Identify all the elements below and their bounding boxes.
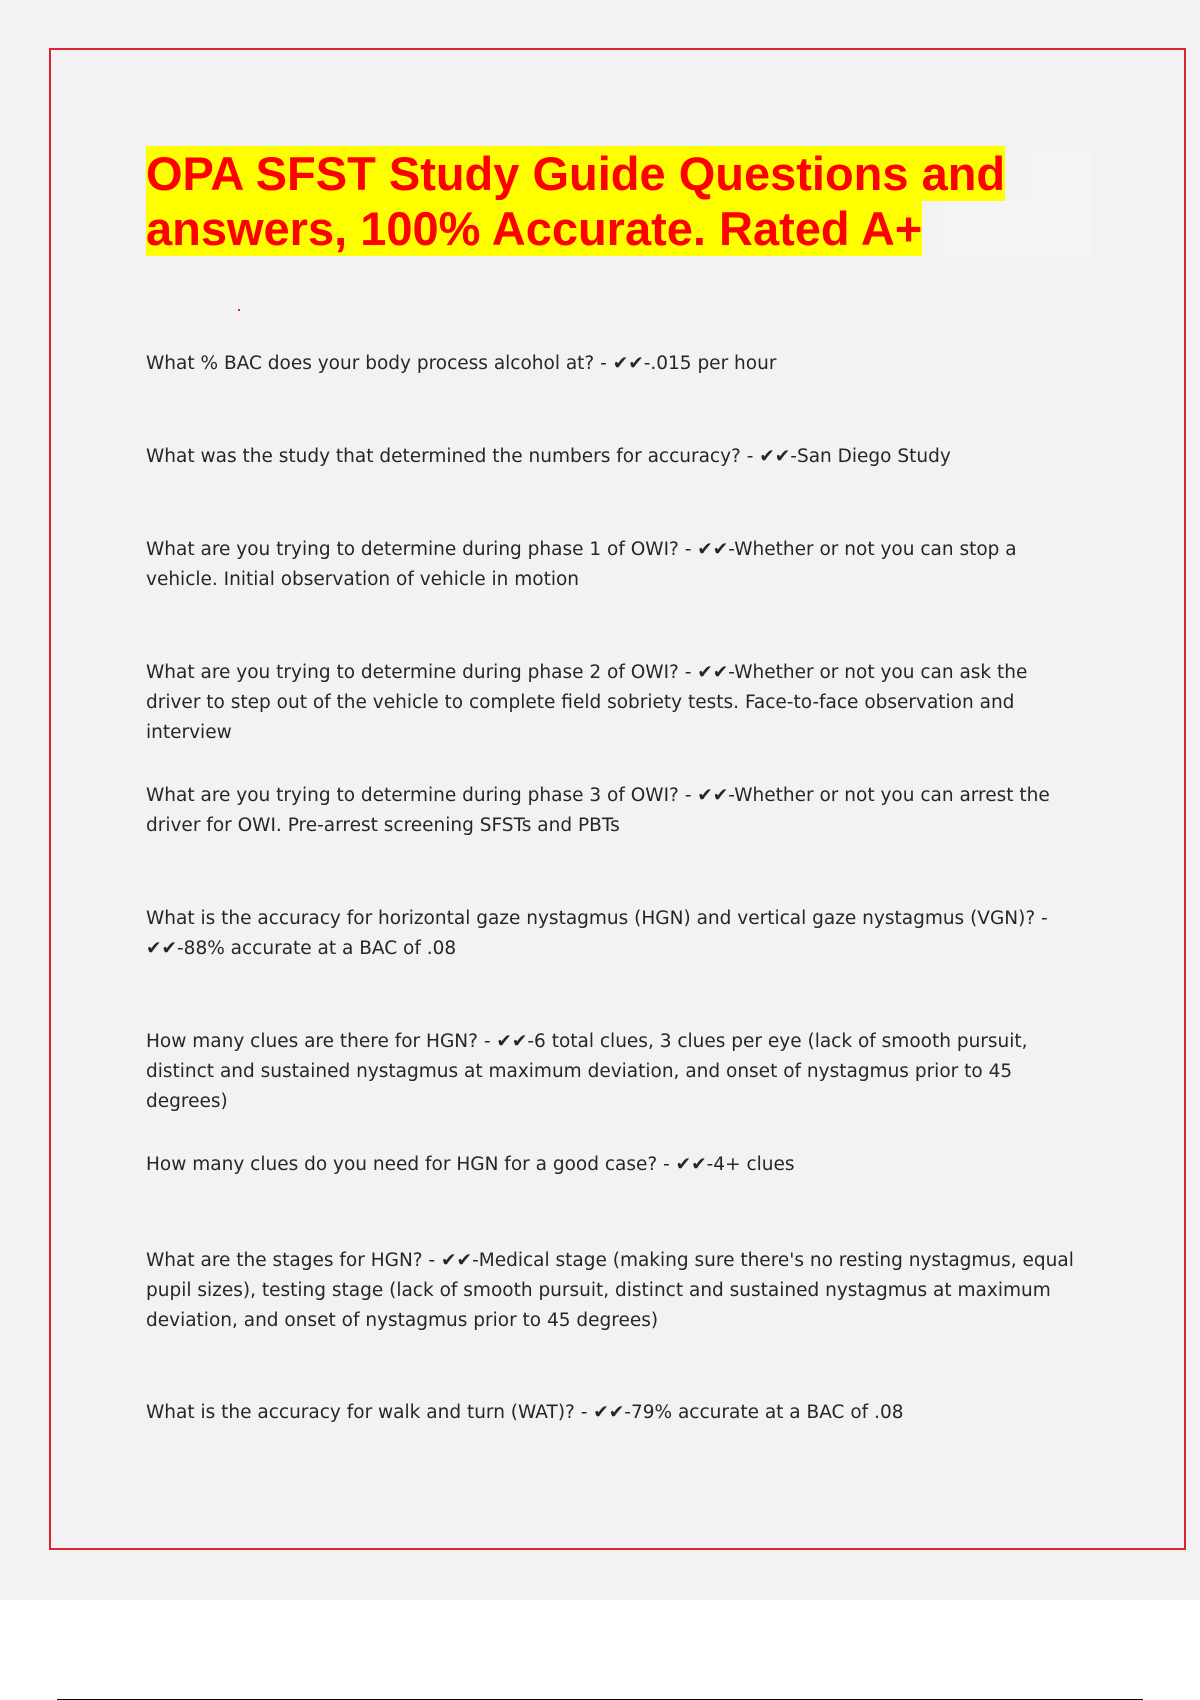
qa-item: What are you trying to determine during phase 3 of OWI? - ✔✔-Whether or not you can arrest the driver for OWI. Pre-arrest screening SFSTs and PBTs: [146, 785, 1056, 836]
qa-item: What was the study that determined the numbers for accuracy? - ✔✔-San Diego Study: [146, 446, 951, 467]
qa-item: What are you trying to determine during phase 2 of OWI? - ✔✔-Whether or not you can ask the driver to step out of the vehicle to complete field sobriety tests. Face-to-face observation and interview: [146, 662, 1034, 743]
qa-item: What is the accuracy for horizontal gaze nystagmus (HGN) and vertical gaze nystagmus (VGN)? - ✔✔-88% accurate at a BAC of .08: [146, 908, 1054, 959]
qa-item: What is the accuracy for walk and turn (WAT)? - ✔✔-79% accurate at a BAC of .08: [146, 1402, 904, 1423]
stray-mark: [238, 309, 240, 311]
title-line-1: OPA SFST Study Guide Questions and: [146, 147, 1006, 200]
qa-item: What % BAC does your body process alcohol at? - ✔✔-.015 per hour: [146, 353, 777, 374]
qa-item: How many clues are there for HGN? - ✔✔-6 total clues, 3 clues per eye (lack of smooth pursuit, distinct and sustained nystagmus at maximum deviation, and onset of nystagmus prior to 45 degrees): [146, 1031, 1034, 1112]
qa-item: What are you trying to determine during phase 1 of OWI? - ✔✔-Whether or not you can stop a vehicle. Initial observation of vehicle in motion: [146, 539, 1023, 590]
document-title: [146, 146, 1091, 256]
qa-item: How many clues do you need for HGN for a good case? - ✔✔-4+ clues: [146, 1154, 795, 1175]
title-line-2: answers, 100% Accurate. Rated A+: [146, 202, 923, 255]
qa-item: What are the stages for HGN? - ✔✔-Medical stage (making sure there's no resting nystagmus, equal pupil sizes), testing stage (lack of smooth pursuit, distinct and sustained nystagmus at maximum deviation, and onset of nystagmus prior to 45 degrees): [146, 1250, 1080, 1331]
